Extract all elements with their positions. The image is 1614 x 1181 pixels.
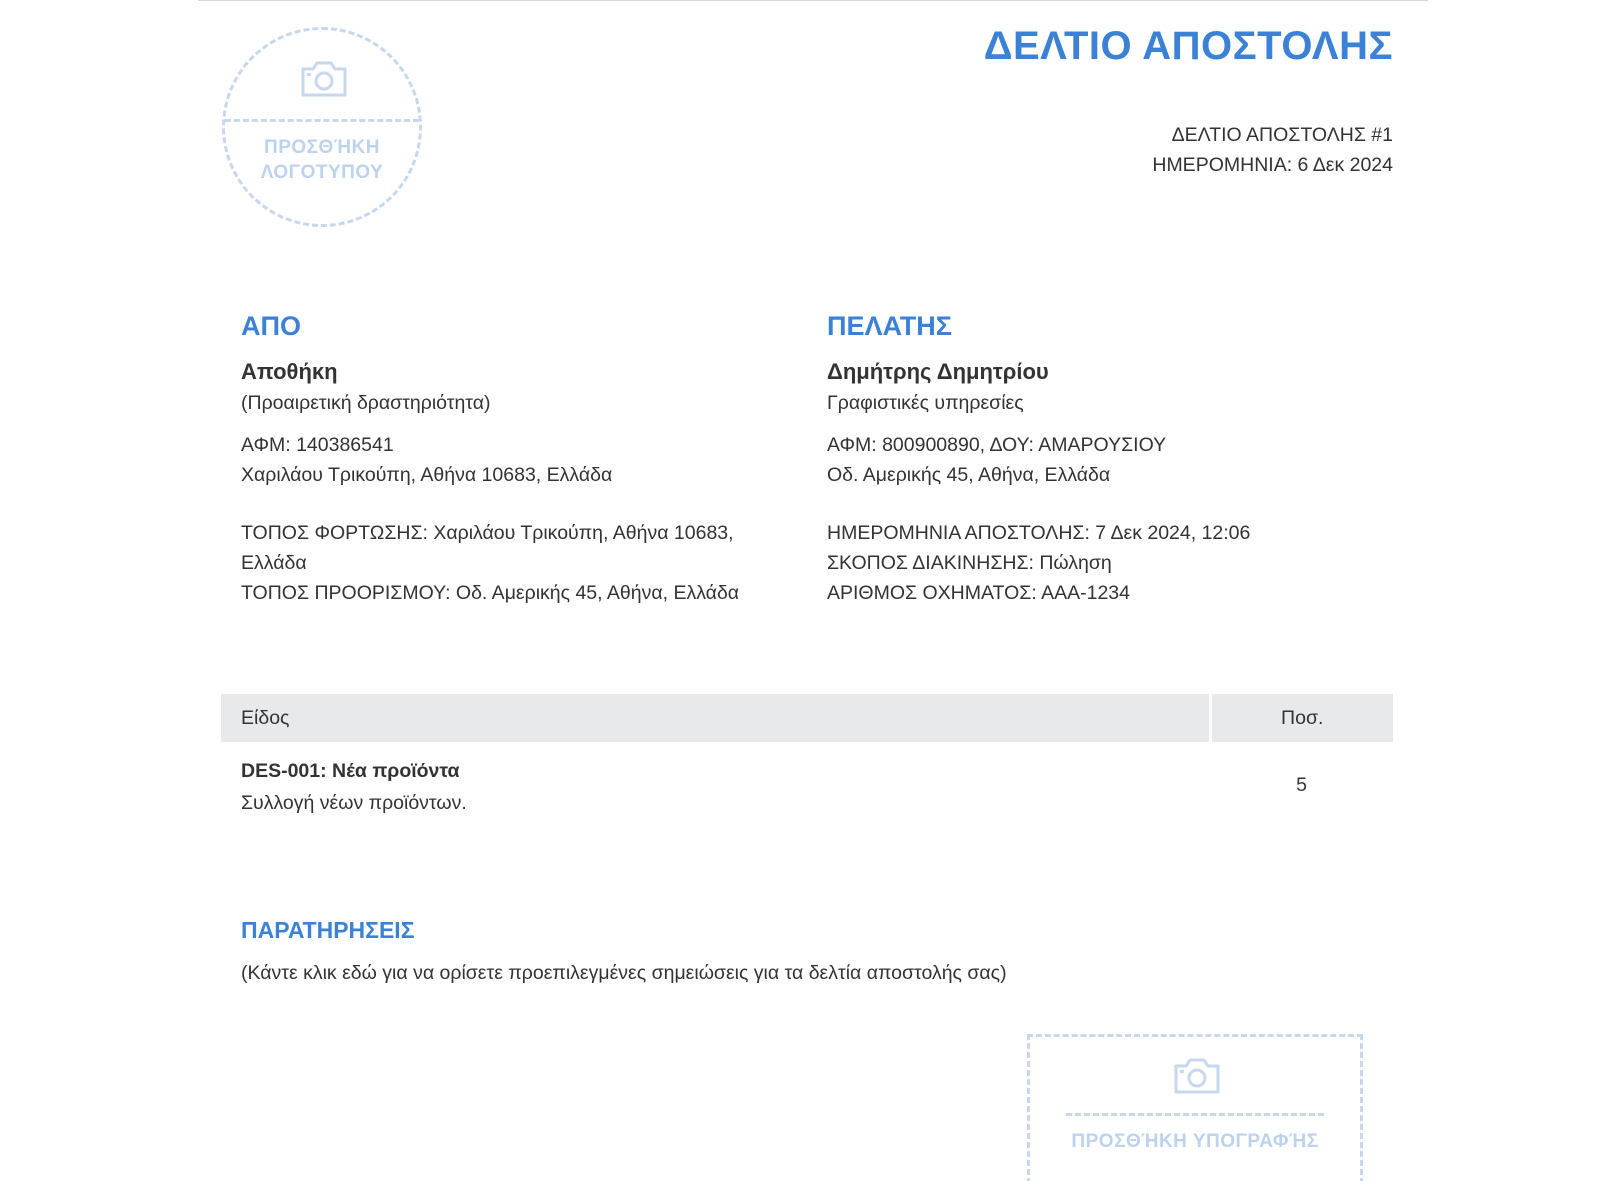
client-heading: ΠΕΛΑΤΗΣ: [827, 311, 952, 341]
sender-activity: (Προαιρετική δραστηριότητα): [241, 392, 491, 414]
document-date: ΗΜΕΡΟΜΗΝΙΑ: 6 Δεκ 2024: [1152, 154, 1393, 176]
table-row: [221, 742, 1393, 832]
notes-heading: ΠΑΡΑΤΗΡΗΣΕΙΣ: [241, 917, 415, 943]
notes-section: [241, 912, 1007, 988]
qty-column-header: Ποσ.: [1210, 694, 1393, 742]
sender-name: Αποθήκη: [241, 359, 338, 384]
client-vat: ΑΦΜ: 800900890, ΔΟΥ: ΑΜΑΡΟΥΣΙΟΥ: [827, 434, 1167, 456]
item-quantity: 5: [1296, 774, 1307, 796]
add-signature-placeholder[interactable]: [1027, 1034, 1363, 1181]
sender-heading: ΑΠΟ: [241, 311, 301, 341]
add-logo-placeholder[interactable]: [222, 27, 422, 227]
signature-divider: [1066, 1113, 1324, 1116]
logo-divider: [225, 119, 419, 122]
camera-icon: [1173, 1057, 1221, 1095]
items-table: [221, 694, 1393, 832]
add-logo-label: [225, 135, 419, 185]
client-section: [827, 306, 1387, 608]
table-header-row: [221, 694, 1393, 742]
item-title: DES-001: Νέα προϊόντα: [241, 760, 460, 782]
loading-place: ΤΟΠΟΣ ΦΟΡΤΩΣΗΣ: Χαριλάου Τρικούπη, Αθήνα 10683,: [241, 522, 734, 544]
client-name: Δημήτρης Δημητρίου: [827, 359, 1049, 384]
item-description: Συλλογή νέων προϊόντων.: [241, 792, 467, 814]
client-address: Οδ. Αμερικής 45, Αθήνα, Ελλάδα: [827, 464, 1111, 486]
sender-section: [241, 306, 801, 608]
add-signature-label: ΠΡΟΣΘΉΚΗ ΥΠΟΓΡΑΦΉΣ: [1071, 1131, 1319, 1152]
loading-place-cont: Ελλάδα: [241, 552, 307, 574]
vehicle-number: ΑΡΙΘΜΟΣ ΟΧΗΜΑΤΟΣ: ΑΑΑ-1234: [827, 582, 1130, 604]
add-logo-label-line1: ΠΡΟΣΘΉΚΗ: [263, 137, 380, 158]
camera-icon: [300, 60, 348, 98]
document-number: ΔΕΛΤΙΟ ΑΠΟΣΤΟΛΗΣ #1: [1171, 124, 1393, 146]
document-title: ΔΕΛΤΙΟ ΑΠΟΣΤΟΛΗΣ: [983, 24, 1393, 68]
notes-text-link[interactable]: (Κάντε κλικ εδώ για να ορίσετε προεπιλεγμένες σημειώσεις για τα δελτία αποστολής σας): [241, 962, 1007, 984]
add-logo-label-line2: ΛΟΓΟΤΥΠΟΥ: [260, 162, 384, 183]
item-column-header: Είδος: [221, 694, 1210, 742]
destination-place: ΤΟΠΟΣ ΠΡΟΟΡΙΣΜΟΥ: Οδ. Αμερικής 45, Αθήνα, Ελλάδα: [241, 582, 740, 604]
sender-vat: ΑΦΜ: 140386541: [241, 434, 394, 456]
shipping-date: ΗΜΕΡΟΜΗΝΙΑ ΑΠΟΣΤΟΛΗΣ: 7 Δεκ 2024, 12:06: [827, 522, 1251, 544]
shipping-purpose: ΣΚΟΠΟΣ ΔΙΑΚΙΝΗΣΗΣ: Πώληση: [827, 552, 1112, 574]
document-meta: [1152, 120, 1393, 180]
item-cell: [221, 742, 1210, 832]
top-divider: [198, 0, 1428, 1]
client-activity: Γραφιστικές υπηρεσίες: [827, 392, 1024, 414]
sender-address: Χαριλάου Τρικούπη, Αθήνα 10683, Ελλάδα: [241, 464, 613, 486]
